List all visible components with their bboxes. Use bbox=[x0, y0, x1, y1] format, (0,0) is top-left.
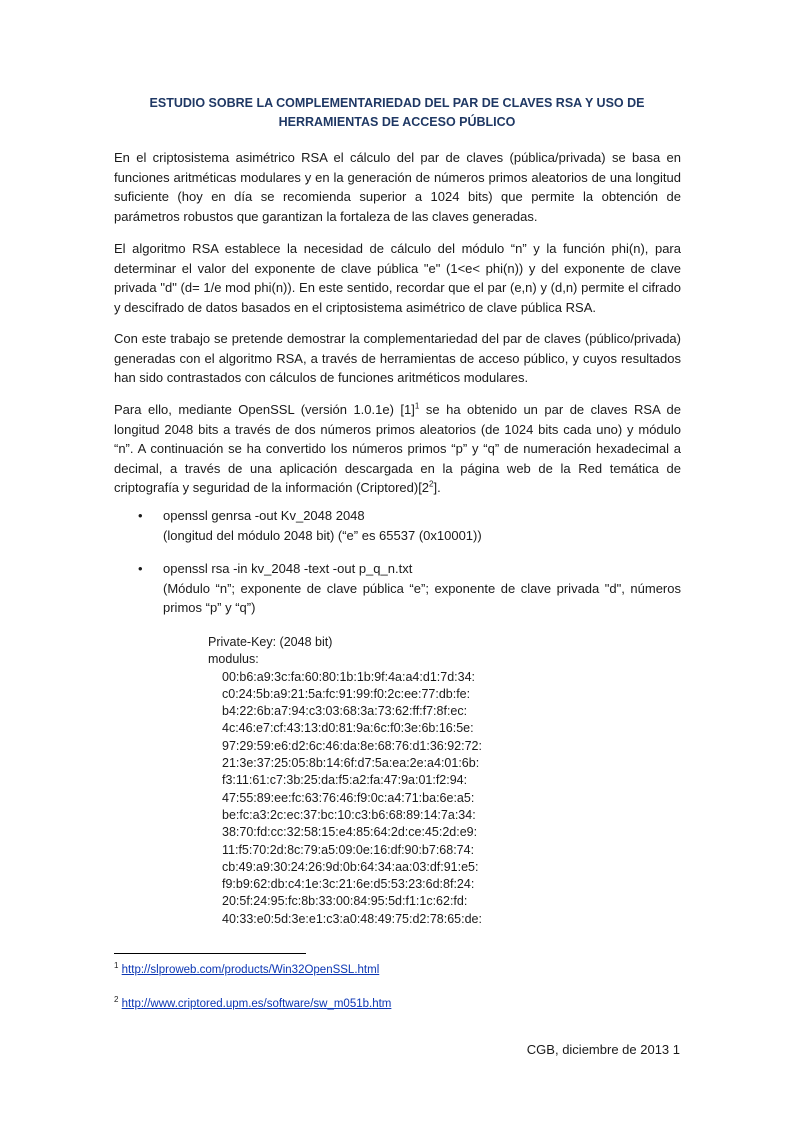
footnote-mark: 1 bbox=[114, 961, 119, 971]
footnote-2 bbox=[114, 996, 391, 1012]
footnote-mark: 2 bbox=[114, 995, 119, 1005]
method-text-c: ]. bbox=[433, 480, 441, 496]
modulus-line: 4c:46:e7:cf:43:13:d0:81:9a:6c:f0:3e:6b:16:5e: bbox=[222, 721, 474, 736]
modulus-label: modulus: bbox=[208, 652, 259, 667]
modulus-line: be:fc:a3:2c:ec:37:bc:10:c3:b6:68:89:14:7a:34: bbox=[222, 807, 476, 822]
modulus-line: 40:33:e0:5d:3e:e1:c3:a0:48:49:75:d2:78:65:de: bbox=[222, 911, 482, 926]
private-key-block bbox=[208, 634, 482, 928]
method-text-b: se ha obtenido un par de claves RSA de longitud 2048 bits a través de dos números primos aleatorios (de 1024 bits cada uno) y módulo “n”. A continuación se ha convertido los números primos “p” y “q” de numeración hexadecimal a decimal, a través de una aplicación descargada en la página web de la Red temática de criptografía y seguridad de la información (Criptored)[2 bbox=[114, 402, 682, 496]
private-key-header: Private-Key: (2048 bit) bbox=[208, 635, 333, 649]
modulus-line: 38:70:fd:cc:32:58:15:e4:85:64:2d:ce:45:2d:e9: bbox=[222, 825, 478, 840]
page-footer: CGB, diciembre de 2013 1 bbox=[526, 1042, 680, 1057]
modulus-line: b4:22:6b:a7:94:c3:03:68:3a:73:62:ff:f7:8f:ec: bbox=[222, 704, 468, 719]
modulus-line: f3:11:61:c7:3b:25:da:f5:a2:fa:47:9a:01:f2:94: bbox=[222, 773, 468, 788]
paragraph-intro: En el criptosistema asimétrico RSA el cálculo del par de claves (pública/privada) se basa en funciones aritméticas modulares y en la generación de números primos aleatorios de una longitud suficiente (hoy en día se recomienda superior a 1024 bits) que permite la obtención de parámetros robustos que garantizan la fortaleza de las claves generadas. bbox=[114, 150, 681, 224]
footnote-1 bbox=[114, 962, 379, 978]
method-text-a: Para ello, mediante OpenSSL (versión 1.0.1e) [1] bbox=[114, 402, 415, 417]
modulus-line: c0:24:5b:a9:21:5a:fc:91:99:f0:2c:ee:77:db:fe: bbox=[222, 686, 471, 701]
modulus-line: cb:49:a9:30:24:26:9d:0b:64:34:aa:03:df:91:e5: bbox=[222, 859, 479, 874]
document-title bbox=[114, 94, 680, 132]
bullet-note: (Módulo “n”; exponente de clave pública “e”; exponente de clave privada "d", números primos “p” y “q”) bbox=[163, 580, 681, 616]
footnote-ref-2[interactable]: 2 bbox=[429, 480, 434, 490]
bullet-command: openssl rsa -in kv_2048 -text -out p_q_n.txt bbox=[163, 561, 413, 576]
modulus-line: 21:3e:37:25:05:8b:14:6f:d7:5a:ea:2e:a4:01:6b: bbox=[222, 756, 480, 771]
bullet-icon: • bbox=[138, 508, 143, 523]
footnote-link-openssl[interactable]: http://slproweb.com/products/Win32OpenSSL.html bbox=[121, 964, 380, 976]
bullet-icon: • bbox=[138, 561, 143, 576]
bullet-note: (longitud del módulo 2048 bit) (“e” es 65537 (0x10001)) bbox=[163, 527, 482, 543]
title-line-2: HERRAMIENTAS DE ACCESO PÚBLICO bbox=[278, 115, 516, 129]
modulus-line: 00:b6:a9:3c:fa:60:80:1b:1b:9f:4a:a4:d1:7d:34: bbox=[222, 669, 475, 684]
bullet-command: openssl genrsa -out Kv_2048 2048 bbox=[163, 508, 365, 523]
title-line-1: ESTUDIO SOBRE LA COMPLEMENTARIEDAD DEL PAR DE CLAVES RSA Y USO DE bbox=[149, 96, 645, 110]
modulus-line: 20:5f:24:95:fc:8b:33:00:84:95:5d:f1:1c:62:fd: bbox=[222, 894, 468, 909]
footnote-divider bbox=[114, 953, 306, 954]
paragraph-method bbox=[114, 400, 681, 498]
modulus-line: 47:55:89:ee:fc:63:76:46:f9:0c:a4:71:ba:6e:a5: bbox=[222, 790, 475, 805]
footnote-ref-1[interactable]: 1 bbox=[414, 401, 420, 411]
modulus-lines bbox=[208, 669, 482, 928]
paragraph-algorithm: El algoritmo RSA establece la necesidad de cálculo del módulo “n” y la función phi(n), para determinar el valor del exponente de clave pública "e" (1<e< phi(n)) y del exponente de clave privada "d" (d= 1/e mod phi(n)). En este sentido, recordar que el par (e,n) y (d,n) permite el cifrado y descifrado de datos basados en el criptosistema asimétrico de clave pública RSA. bbox=[114, 241, 681, 315]
modulus-line: f9:b9:62:db:c4:1e:3c:21:6e:d5:53:23:6d:8f:24: bbox=[222, 877, 475, 892]
paragraph-purpose: Con este trabajo se pretende demostrar la complementariedad del par de claves (público/privada) generadas con el algoritmo RSA, a través de herramientas de acceso público, y cuyos resultados han sido contrastados con cálculos de funciones aritméticos modulares. bbox=[114, 331, 681, 386]
footnote-link-criptored[interactable]: http://www.criptored.upm.es/software/sw_m051b.htm bbox=[121, 998, 392, 1010]
modulus-line: 97:29:59:e6:d2:6c:46:da:8e:68:76:d1:36:92:72: bbox=[222, 738, 482, 753]
modulus-line: 11:f5:70:2d:8c:79:a5:09:0e:16:df:90:b7:68:74: bbox=[222, 842, 475, 857]
